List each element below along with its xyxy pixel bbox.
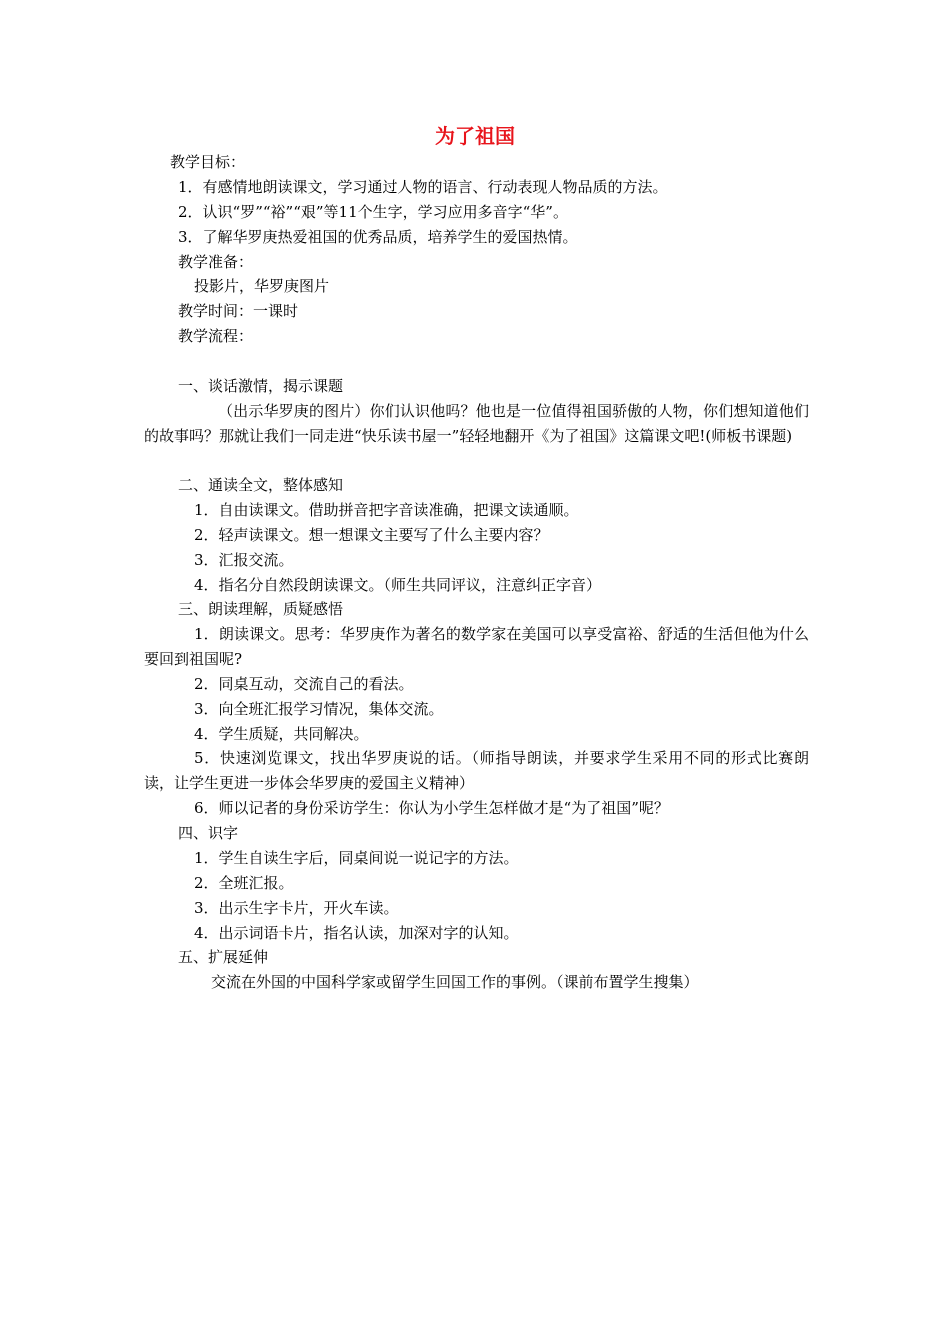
objective-item: 3．了解华罗庚热爱祖国的优秀品质，培养学生的爱国热情。 [178, 228, 578, 246]
document-title: 为了祖国 [435, 124, 515, 148]
preparation-heading: 教学准备： [178, 253, 254, 271]
section-heading: 一、谈话激情，揭示课题 [178, 377, 344, 395]
section-item: 5．快速浏览课文，找出华罗庚说的话。（师指导朗读，并要求学生采用不同的形式比赛朗读，让学生更进一步体会华罗庚的爱国主义精神） [144, 749, 809, 792]
section-item: 3．向全班汇报学习情况，集体交流。 [194, 700, 444, 718]
preparation-content: 投影片，华罗庚图片 [194, 277, 330, 295]
section-item: 1．朗读课文。思考：华罗庚作为著名的数学家在美国可以享受富裕、舒适的生活但他为什么要回到祖国呢? [144, 625, 809, 668]
section-item: 1．学生自读生字后，同桌间说一说记字的方法。 [194, 849, 519, 867]
section-item: 4．学生质疑，共同解决。 [194, 725, 369, 743]
section-paragraph: 交流在外国的中国科学家或留学生回国工作的事例。（课前布置学生搜集） [211, 973, 699, 991]
section-item: 2．全班汇报。 [194, 874, 294, 892]
section-item: 3．汇报交流。 [194, 551, 294, 569]
section-item: 4．出示词语卡片，指名认读，加深对字的认知。 [194, 924, 519, 942]
section-heading: 二、通读全文，整体感知 [178, 476, 344, 494]
teaching-time: 教学时间：一课时 [178, 302, 299, 320]
objective-item: 2．认识“罗”“裕”“艰”等11个生字，学习应用多音字“华”。 [178, 203, 568, 221]
section-item: 2．同桌互动，交流自己的看法。 [194, 675, 414, 693]
section-item: 2．轻声读课文。想一想课文主要写了什么主要内容？ [194, 526, 549, 544]
section-item: 1．自由读课文。借助拼音把字音读准确，把课文读通顺。 [194, 501, 579, 519]
section-item: 3．出示生字卡片，开火车读。 [194, 899, 399, 917]
section-paragraph: （出示华罗庚的图片）你们认识他吗？他也是一位值得祖国骄傲的人物，你们想知道他们的故事吗？那就让我们一同走进“快乐读书屋一”轻轻地翻开《为了祖国》这篇课文吧!(师板书课题) [144, 402, 809, 445]
section-heading: 三、朗读理解，质疑感悟 [178, 600, 344, 618]
process-heading: 教学流程： [178, 327, 254, 345]
section-heading: 四、识字 [178, 824, 239, 842]
section-item: 6．师以记者的身份采访学生：你认为小学生怎样做才是“为了祖国”呢？ [194, 799, 669, 817]
objective-item: 1．有感情地朗读课文，学习通过人物的语言、行动表现人物品质的方法。 [178, 178, 668, 196]
section-heading: 五、扩展延伸 [178, 948, 269, 966]
section-item: 4．指名分自然段朗读课文。（师生共同评议，注意纠正字音） [194, 576, 602, 594]
objectives-heading: 教学目标： [170, 153, 246, 171]
